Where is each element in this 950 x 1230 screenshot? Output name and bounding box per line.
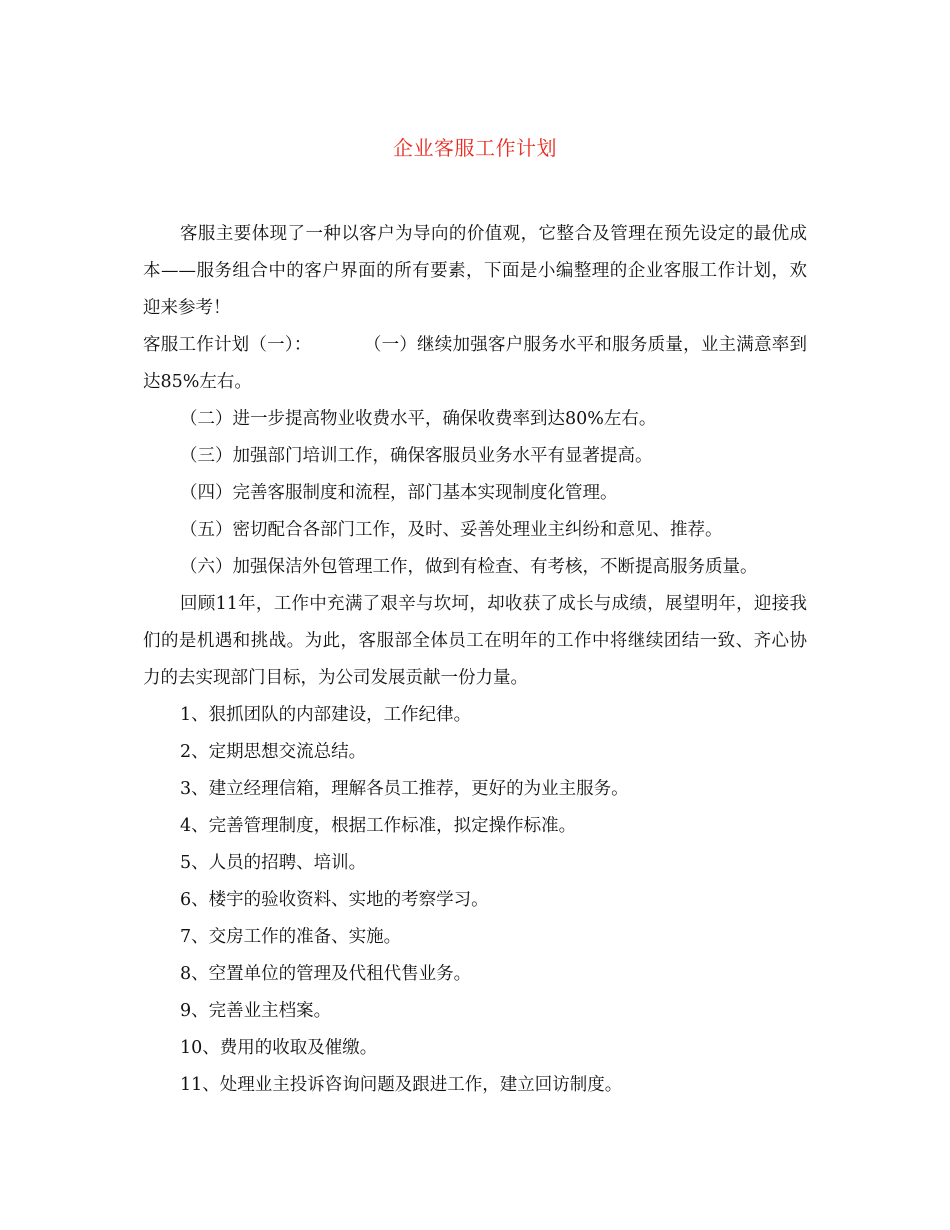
task-item-11: 11、处理业主投诉咨询问题及跟进工作，建立回访制度。: [180, 1075, 623, 1095]
task-item-6: 6、楼宇的验收资料、实地的考察学习。: [180, 890, 489, 910]
goal-item-4: （四）完善客服制度和流程，部门基本实现制度化管理。: [180, 483, 618, 503]
task-item-8: 8、空置单位的管理及代租代售业务。: [180, 964, 472, 984]
task-item-1: 1、狠抓团队的内部建设，工作纪律。: [180, 705, 472, 725]
task-item-9: 9、完善业主档案。: [180, 1001, 332, 1021]
goal-item-5: （五）密切配合各部门工作，及时、妥善处理业主纠纷和意见、推荐。: [180, 520, 723, 540]
goal-item-2: （二）进一步提高物业收费水平，确保收费率到达80%左右。: [180, 409, 657, 429]
goal-item-3: （三）加强部门培训工作，确保客服员业务水平有显著提高。: [180, 446, 653, 466]
intro-paragraph: 客服主要体现了一种以客户为导向的价值观，它整合及管理在预先设定的最优成本——服务组合中的客户界面的所有要素，下面是小编整理的企业客服工作计划，欢迎来参考！: [143, 224, 807, 318]
document-title: 企业客服工作计划: [393, 136, 557, 160]
task-item-5: 5、人员的招聘、培训。: [180, 853, 367, 873]
task-item-3: 3、建立经理信箱，理解各员工推荐，更好的为业主服务。: [180, 779, 629, 799]
review-paragraph: 回顾11年，工作中充满了艰辛与坎坷，却收获了成长与成绩，展望明年，迎接我们的是机遇和挑战。为此，客服部全体员工在明年的工作中将继续团结一致、齐心协力的去实现部门目标，为公司发展贡献一份力量。: [143, 594, 807, 688]
task-item-10: 10、费用的收取及催缴。: [180, 1038, 378, 1058]
task-item-2: 2、定期思想交流总结。: [180, 742, 367, 762]
goal-item-6: （六）加强保洁外包管理工作，做到有检查、有考核，不断提高服务质量。: [180, 557, 758, 577]
section-heading: 客服工作计划（一）：: [143, 335, 312, 355]
section-heading-line: [143, 327, 807, 401]
task-item-4: 4、完善管理制度，根据工作标准，拟定操作标准。: [180, 816, 577, 836]
task-item-7: 7、交房工作的准备、实施。: [180, 927, 402, 947]
document-body: [143, 216, 807, 1104]
goal-item-1: （一）继续加强客户服务水平和服务质量，业主满意率到达85%左右。: [143, 335, 808, 392]
